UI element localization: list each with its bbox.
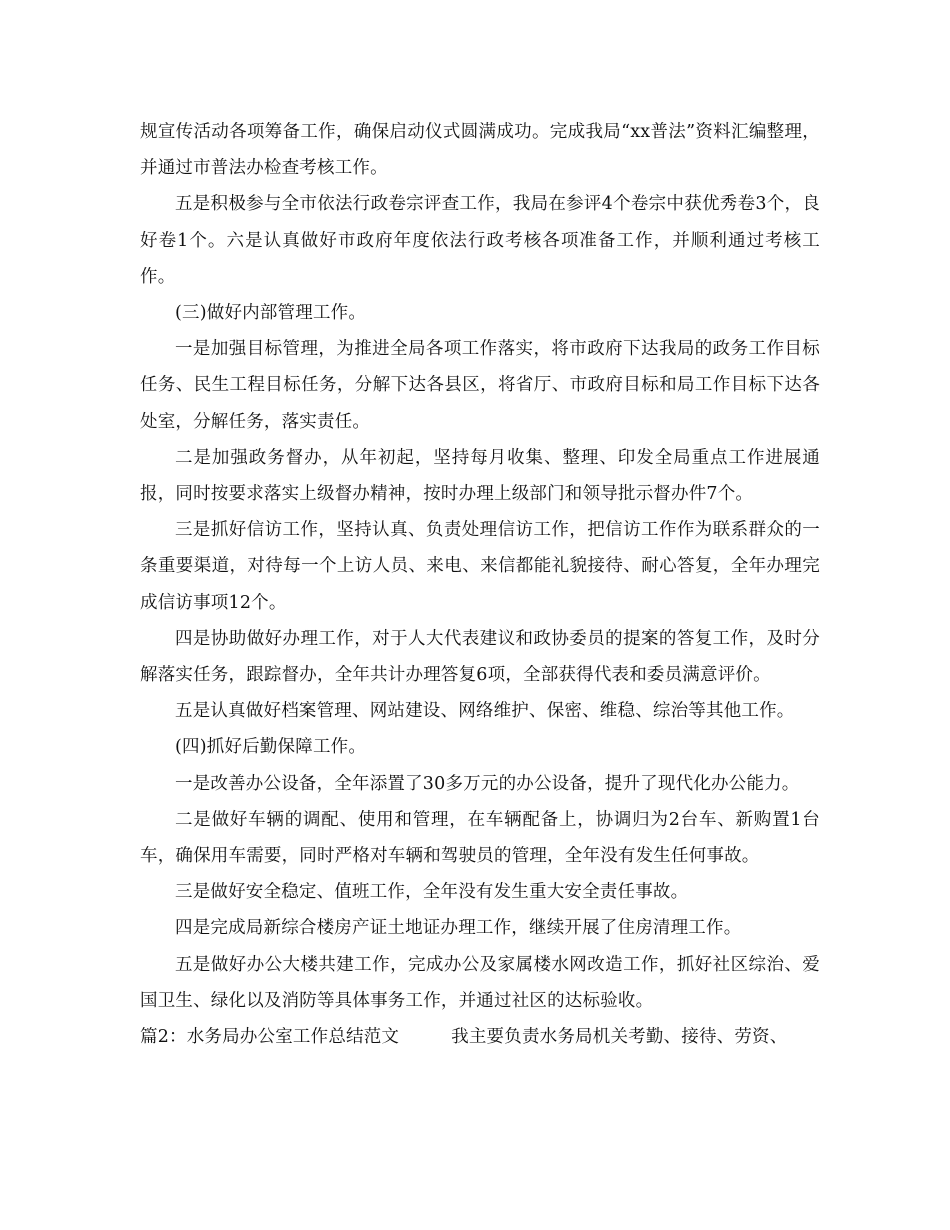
paragraph-supervision: 二是加强政务督办，从年初起，坚持每月收集、整理、印发全局重点工作进展通报，同时按要求落实上级督办精神，按时办理上级部门和领导批示督办件7个。	[140, 447, 820, 505]
document-body	[140, 114, 820, 1055]
section-line	[140, 1019, 820, 1055]
section-title: 篇2：水务局办公室工作总结范文	[140, 1027, 400, 1048]
paragraph-petition-work: 三是抓好信访工作，坚持认真、负责处理信访工作，把信访工作作为联系群众的一条重要渠道，对待每一个上访人员、来电、来信都能礼貌接待、耐心答复，全年办理完成信访事项12个。	[140, 520, 820, 613]
paragraph-building-work: 五是做好办公大楼共建工作，完成办公及家属楼水网改造工作，抓好社区综治、爱国卫生、绿化以及消防等具体事务工作，并通过社区的达标验收。	[140, 954, 820, 1011]
paragraph-target-management: 一是加强目标管理，为推进全局各项工作落实，将市政府下达我局的政务工作目标任务、民生工程目标任务，分解下达各县区，将省厅、市政府目标和局工作目标下达各处室，分解任务，落实责任。	[140, 339, 820, 432]
paragraph-safety: 三是做好安全稳定、值班工作，全年没有发生重大安全责任事故。	[175, 882, 689, 903]
paragraph-vehicles: 二是做好车辆的调配、使用和管理，在车辆配备上，协调归为2台车、新购置1台车，确保用车需要，同时严格对车辆和驾驶员的管理，全年没有发生任何事故。	[140, 809, 820, 867]
paragraph-office-equipment: 一是改善办公设备，全年添置了30多万元的办公设备，提升了现代化办公能力。	[175, 773, 800, 794]
section-intro: 我主要负责水务局机关考勤、接待、劳资、	[451, 1027, 788, 1048]
paragraph-other-work: 五是认真做好档案管理、网站建设、网络维护、保密、维稳、综治等其他工作。	[175, 701, 795, 722]
paragraph-case-review: 五是积极参与全市依法行政卷宗评查工作，我局在参评4个卷宗中获优秀卷3个，良好卷1个。六是认真做好市政府年度依法行政考核各项准备工作，并顺利通过考核工作。	[140, 194, 820, 287]
heading-logistics: (四)抓好后勤保障工作。	[175, 737, 367, 758]
paragraph-continued-publicity: 规宣传活动各项筹备工作，确保启动仪式圆满成功。完成我局“xx普法”资料汇编整理，并通过市普法办检查考核工作。	[140, 122, 820, 179]
paragraph-proposal-handling: 四是协助做好办理工作，对于人大代表建议和政协委员的提案的答复工作，及时分解落实任务，跟踪督办，全年共计办理答复6项，全部获得代表和委员满意评价。	[140, 628, 820, 686]
paragraph-certificates: 四是完成局新综合楼房产证土地证办理工作，继续开展了住房清理工作。	[175, 918, 742, 939]
heading-internal-management: (三)做好内部管理工作。	[175, 303, 367, 324]
